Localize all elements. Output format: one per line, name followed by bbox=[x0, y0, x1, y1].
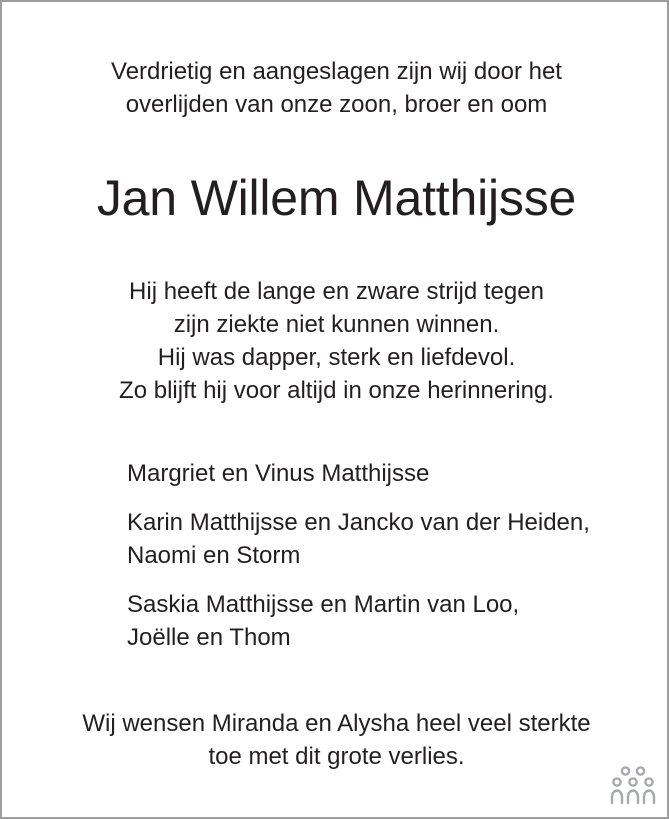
closing-line-1: Wij wensen Miranda en Alysha heel veel sterkte bbox=[82, 710, 591, 737]
people-group-icon bbox=[610, 766, 656, 806]
message-line-1: Hij heeft de lange en zware strijd tegen bbox=[129, 278, 544, 305]
tribute-message bbox=[2, 275, 669, 407]
family-entry-line: Saskia Matthijsse en Martin van Loo, bbox=[127, 591, 520, 618]
family-entry-line: Joëlle en Thom bbox=[127, 624, 291, 651]
message-line-4: Zo blijft hij voor altijd in onze herinnering. bbox=[119, 377, 554, 404]
intro-text bbox=[2, 55, 669, 121]
family-entry-2 bbox=[127, 506, 590, 572]
family-list bbox=[127, 457, 590, 670]
closing-text bbox=[2, 707, 669, 773]
message-line-2: zijn ziekte niet kunnen winnen. bbox=[173, 311, 500, 338]
family-entry-line: Margriet en Vinus Matthijsse bbox=[127, 460, 430, 487]
family-entry-3 bbox=[127, 588, 590, 654]
message-line-3: Hij was dapper, sterk en liefdevol. bbox=[157, 344, 516, 371]
family-entry-line: Naomi en Storm bbox=[127, 542, 301, 569]
closing-line-2: toe met dit grote verlies. bbox=[208, 743, 465, 770]
deceased-name: Jan Willem Matthijsse bbox=[96, 170, 577, 226]
intro-line-1: Verdrietig en aangeslagen zijn wij door het bbox=[111, 58, 562, 85]
intro-line-2: overlijden van onze zoon, broer en oom bbox=[125, 91, 548, 118]
family-entry-1 bbox=[127, 457, 590, 490]
family-entry-line: Karin Matthijsse en Jancko van der Heiden, bbox=[127, 509, 590, 536]
